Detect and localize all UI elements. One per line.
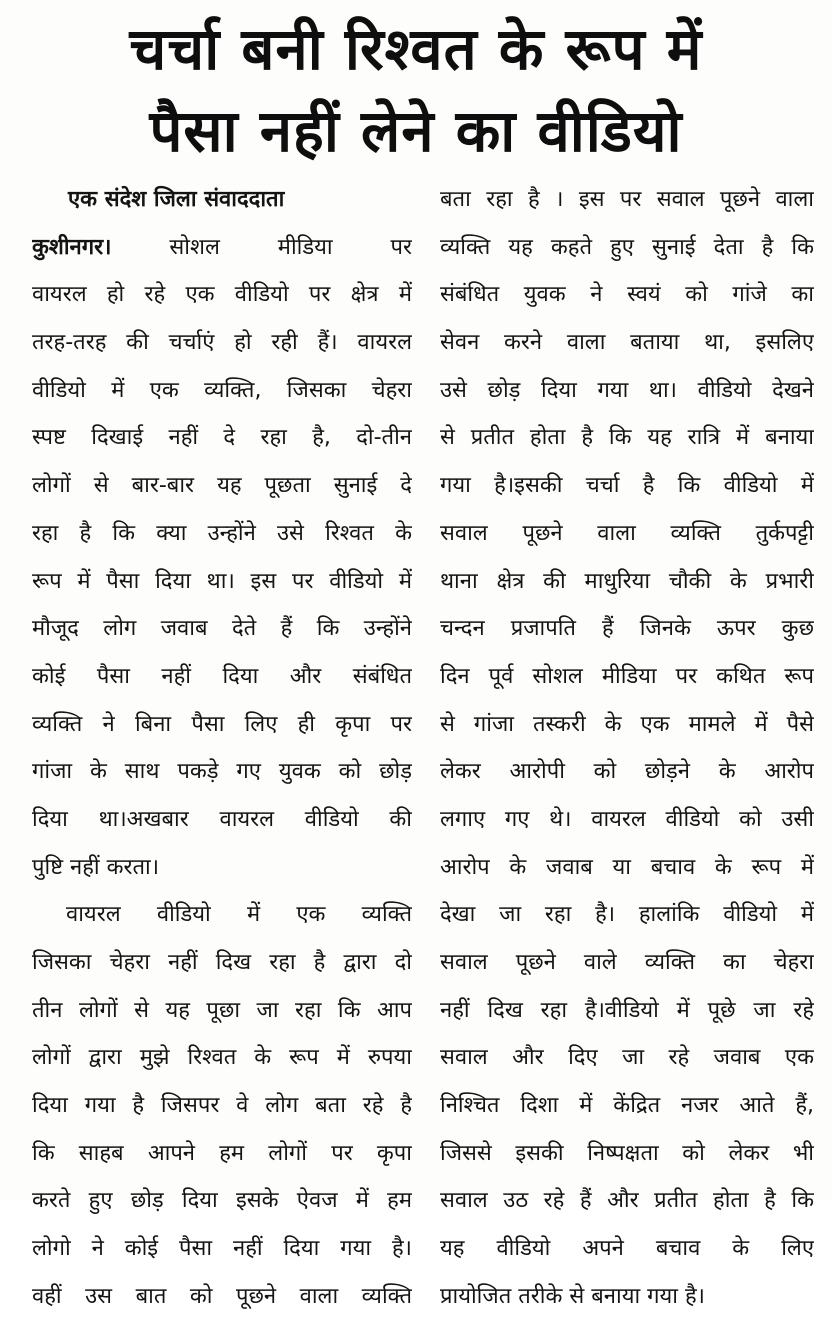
article-line: वायरल हो रहे एक वीडियो पर क्षेत्र में — [32, 282, 412, 308]
article-line: व्यक्ति ने बिना पैसा लिए ही कृपा पर — [32, 711, 412, 737]
article-line: उसे छोड़ दिया गया था। वीडियो देखने — [440, 377, 814, 403]
article-line: लेकर आरोपी को छोड़ने के आरोप — [440, 759, 814, 785]
article-line: दिया था।अखबार वायरल वीडियो की — [32, 806, 412, 832]
article-column-right — [440, 176, 814, 1321]
article-line: जिसका चेहरा नहीं दिख रहा है द्वारा दो — [32, 950, 412, 975]
article-line-text: सोशल मीडिया पर — [169, 234, 412, 260]
article-line: लोगों द्वारा मुझे रिश्वत के रूप में रुपया — [32, 1045, 412, 1071]
article-line: थाना क्षेत्र की माधुरिया चौकी के प्रभारी — [440, 568, 814, 594]
article-line: संबंधित युवक ने स्वयं को गांजे का — [440, 282, 814, 308]
article-line: स्पष्ट दिखाई नहीं दे रहा है, दो-तीन — [32, 425, 412, 451]
article-line: प्रायोजित तरीके से बनाया गया है। — [440, 1283, 705, 1309]
article-line: गया है।इसकी चर्चा है कि वीडियो में — [440, 473, 814, 499]
headline-line-1: चर्चा बनी रिश्वत के रूप में — [129, 15, 703, 83]
article-line: यह वीडियो अपने बचाव के लिए — [440, 1236, 814, 1262]
article-line: रूप में पैसा दिया था। इस पर वीडियो में — [32, 568, 412, 594]
article-line: लोगों से बार-बार यह पूछता सुनाई दे — [32, 473, 412, 499]
article-line: पुष्टि नहीं करता। — [32, 854, 160, 880]
article-line: दिया गया है जिसपर वे लोग बता रहे है — [32, 1093, 412, 1119]
article-line: लोगो ने कोई पैसा नहीं दिया गया है। — [32, 1236, 412, 1262]
dateline: कुशीनगर। — [32, 234, 112, 260]
article-line — [32, 224, 412, 272]
article-line: चन्दन प्रजापति हैं जिनके ऊपर कुछ — [440, 616, 814, 642]
article-line: दिन पूर्व सोशल मीडिया पर कथित रूप — [440, 663, 814, 689]
byline: एक संदेश जिला संवाददाता — [68, 187, 285, 212]
article-line: करते हुए छोड़ दिया इसके ऐवज में हम — [32, 1188, 412, 1214]
article-line: वीडियो में एक व्यक्ति, जिसका चेहरा — [32, 377, 412, 403]
article-line: सेवन करने वाला बताया था, इसलिए — [440, 330, 814, 356]
article-line: कोई पैसा नहीं दिया और संबंधित — [32, 663, 412, 689]
article-line: तरह-तरह की चर्चाएं हो रही हैं। वायरल — [32, 330, 412, 356]
article-line: निश्चित दिशा में केंद्रित नजर आते हैं, — [440, 1093, 814, 1119]
headline-line-2: पैसा नहीं लेने का वीडियो — [149, 97, 683, 165]
article-line: जिससे इसकी निष्पक्षता को लेकर भी — [440, 1140, 814, 1166]
article-line: गांजा के साथ पकड़े गए युवक को छोड़ — [32, 759, 412, 785]
headline — [0, 8, 832, 172]
article-line: मौजूद लोग जवाब देते हैं कि उन्होंने — [32, 616, 412, 642]
article-line: सवाल पूछने वाले व्यक्ति का चेहरा — [440, 950, 814, 975]
article-line: वहीं उस बात को पूछने वाला व्यक्ति — [32, 1283, 412, 1309]
article-line: से गांजा तस्करी के एक मामले में पैसे — [440, 711, 814, 737]
article-line: वायरल वीडियो में एक व्यक्ति — [66, 902, 412, 928]
article-line: लगाए गए थे। वायरल वीडियो को उसी — [440, 806, 814, 832]
article-line: सवाल उठ रहे हैं और प्रतीत होता है कि — [440, 1188, 814, 1214]
article-line: सवाल और दिए जा रहे जवाब एक — [440, 1045, 814, 1071]
article-column-left — [32, 176, 412, 1321]
article-line: बता रहा है । इस पर सवाल पूछने वाला — [440, 187, 814, 212]
article-line: नहीं दिख रहा है।वीडियो में पूछे जा रहे — [440, 997, 814, 1023]
article-line: सवाल पूछने वाला व्यक्ति तुर्कपट्टी — [440, 520, 814, 546]
article-line: तीन लोगों से यह पूछा जा रहा कि आप — [32, 997, 412, 1023]
article-line: से प्रतीत होता है कि यह रात्रि में बनाया — [440, 425, 814, 451]
article-line: रहा है कि क्या उन्होंने उसे रिश्वत के — [32, 520, 412, 546]
article-line: व्यक्ति यह कहते हुए सुनाई देता है कि — [440, 234, 814, 260]
article-line: आरोप के जवाब या बचाव के रूप में — [440, 854, 814, 880]
article-line: कि साहब आपने हम लोगों पर कृपा — [32, 1140, 412, 1166]
article-line: देखा जा रहा है। हालांकि वीडियो में — [440, 902, 814, 928]
